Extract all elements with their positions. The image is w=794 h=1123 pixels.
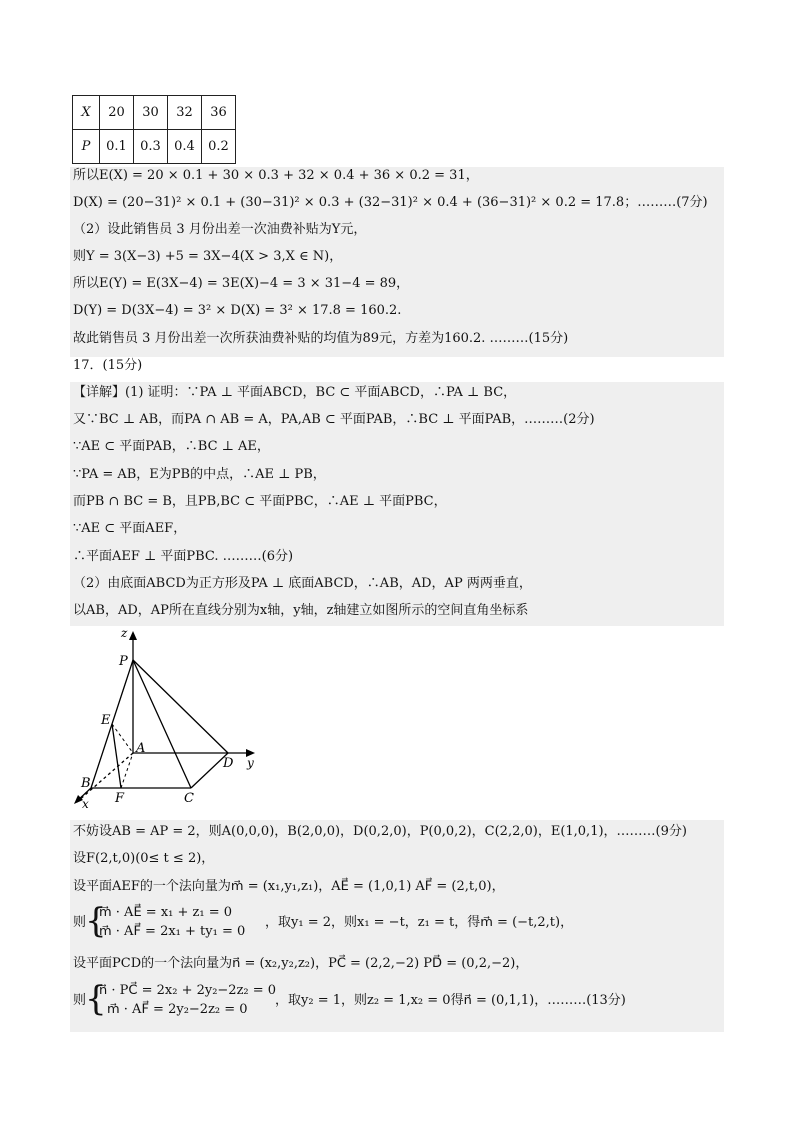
pyramid-diagram bbox=[73, 630, 255, 808]
table-cell: 0.3 bbox=[134, 130, 168, 164]
text-line: D(Y) = D(3X−4) = 3² × D(X) = 3² × 17.8 = 160.2. bbox=[73, 303, 402, 318]
problem-number: 17．(15分) bbox=[73, 358, 143, 373]
text-line: 所以E(Y) = E(3X−4) = 3E(X)−4 = 3 × 31−4 = 89， bbox=[73, 276, 410, 291]
text-line: 则Y = 3(X−3) +5 = 3X−4(X > 3,X ∈ N)， bbox=[73, 249, 343, 264]
text-line: 以AB，AD，AP所在直线分别为x轴，y轴，z轴建立如图所示的空间直角坐标系 bbox=[73, 603, 529, 618]
system-lead: 则 bbox=[73, 915, 87, 930]
table-cell: 0.2 bbox=[202, 130, 236, 164]
label-y: y bbox=[247, 756, 254, 770]
text-line: 不妨设AB = AP = 2，则A(0,0,0)，B(2,0,0)，D(0,2,0)，P(0,0,2)，C(2,2,0)，E(1,0,1)，………(9分) bbox=[73, 824, 687, 839]
label-A: A bbox=[136, 741, 146, 756]
table-cell: 20 bbox=[100, 96, 134, 130]
text-line: 设平面AEF的一个法向量为m⃗ = (x₁,y₁,z₁)，AE⃗ = (1,0,1) AF⃗ = (2,t,0)， bbox=[73, 879, 505, 894]
text-line: ∵AE ⊂ 平面AEF， bbox=[73, 521, 187, 536]
distribution-table bbox=[72, 95, 236, 164]
system-tail: ，取y₁ = 2，则x₁ = −t，z₁ = t，得m⃗ = (−t,2,t)， bbox=[265, 915, 574, 930]
label-E: E bbox=[101, 713, 111, 728]
text-line: ∵PA = AB，E为PB的中点，∴AE ⊥ PB， bbox=[73, 467, 326, 482]
text-line: 设平面PCD的一个法向量为n⃗ = (x₂,y₂,z₂)，PC⃗ = (2,2,−2) PD⃗ = (0,2,−2)， bbox=[73, 956, 529, 971]
text-line: 所以E(X) = 20 × 0.1 + 30 × 0.3 + 32 × 0.4 + 36 × 0.2 = 31， bbox=[73, 168, 479, 183]
system-tail: ，取y₂ = 1，则z₂ = 1,x₂ = 0得n⃗ = (0,1,1)，………(13分) bbox=[275, 993, 626, 1008]
label-F: F bbox=[115, 791, 125, 806]
text-line: 故此销售员 3 月份出差一次所获油费补贴的均值为89元，方差为160.2. ………(15分) bbox=[73, 331, 569, 346]
text-line: ∵AE ⊂ 平面PAB，∴BC ⊥ AE， bbox=[73, 439, 270, 454]
label-C: C bbox=[184, 791, 194, 806]
table-cell: 0.4 bbox=[168, 130, 202, 164]
brace: { bbox=[85, 979, 107, 1019]
table-cell: 36 bbox=[202, 96, 236, 130]
brace: { bbox=[85, 901, 107, 941]
label-P: P bbox=[119, 654, 128, 669]
table-cell: 30 bbox=[134, 96, 168, 130]
text-line: （2）设此销售员 3 月份出差一次油费补贴为Y元， bbox=[73, 222, 367, 237]
system-lead: 则 bbox=[73, 993, 87, 1008]
equation: m⃗ · AE⃗ = x₁ + z₁ = 0 bbox=[99, 905, 233, 920]
table-cell: 32 bbox=[168, 96, 202, 130]
table-cell: 0.1 bbox=[100, 130, 134, 164]
equation-system-2 bbox=[73, 980, 713, 1022]
label-D: D bbox=[223, 756, 234, 771]
text-line: 设F(2,t,0)(0≤ t ≤ 2)， bbox=[73, 851, 215, 866]
equation: m⃗ · AF⃗ = 2x₁ + ty₁ = 0 bbox=[99, 924, 246, 939]
text-line: ∴平面AEF ⊥ 平面PBC. ………(6分) bbox=[73, 549, 294, 564]
pyramid-figure bbox=[73, 630, 255, 812]
label-x: x bbox=[82, 797, 89, 808]
equation: n⃗ · PC⃗ = 2x₂ + 2y₂−2z₂ = 0 bbox=[99, 983, 277, 998]
text-line: 又∵BC ⊥ AB，而PA ∩ AB = A，PA,AB ⊂ 平面PAB，∴BC ⊥ 平面PAB，………(2分) bbox=[73, 412, 595, 427]
table-row bbox=[73, 96, 236, 130]
table-header-x: X bbox=[73, 96, 100, 130]
text-line: 【详解】(1) 证明：∵PA ⊥ 平面ABCD，BC ⊂ 平面ABCD，∴PA ⊥ BC， bbox=[73, 385, 517, 400]
equation-system-1 bbox=[73, 902, 713, 944]
equation: m⃗ · AF⃗ = 2y₂−2z₂ = 0 bbox=[107, 1002, 248, 1017]
label-B: B bbox=[81, 776, 91, 791]
label-z: z bbox=[121, 630, 128, 640]
text-line: （2）由底面ABCD为正方形及PA ⊥ 底面ABCD，∴AB，AD，AP 两两垂直， bbox=[73, 576, 532, 591]
table-row bbox=[73, 130, 236, 164]
text-line: D(X) = (20−31)² × 0.1 + (30−31)² × 0.3 + (32−31)² × 0.4 + (36−31)² × 0.2 = 17.8；………(7分) bbox=[73, 195, 708, 210]
table-header-p: P bbox=[73, 130, 100, 164]
text-line: 而PB ∩ BC = B，且PB,BC ⊂ 平面PBC，∴AE ⊥ 平面PBC， bbox=[73, 494, 447, 509]
